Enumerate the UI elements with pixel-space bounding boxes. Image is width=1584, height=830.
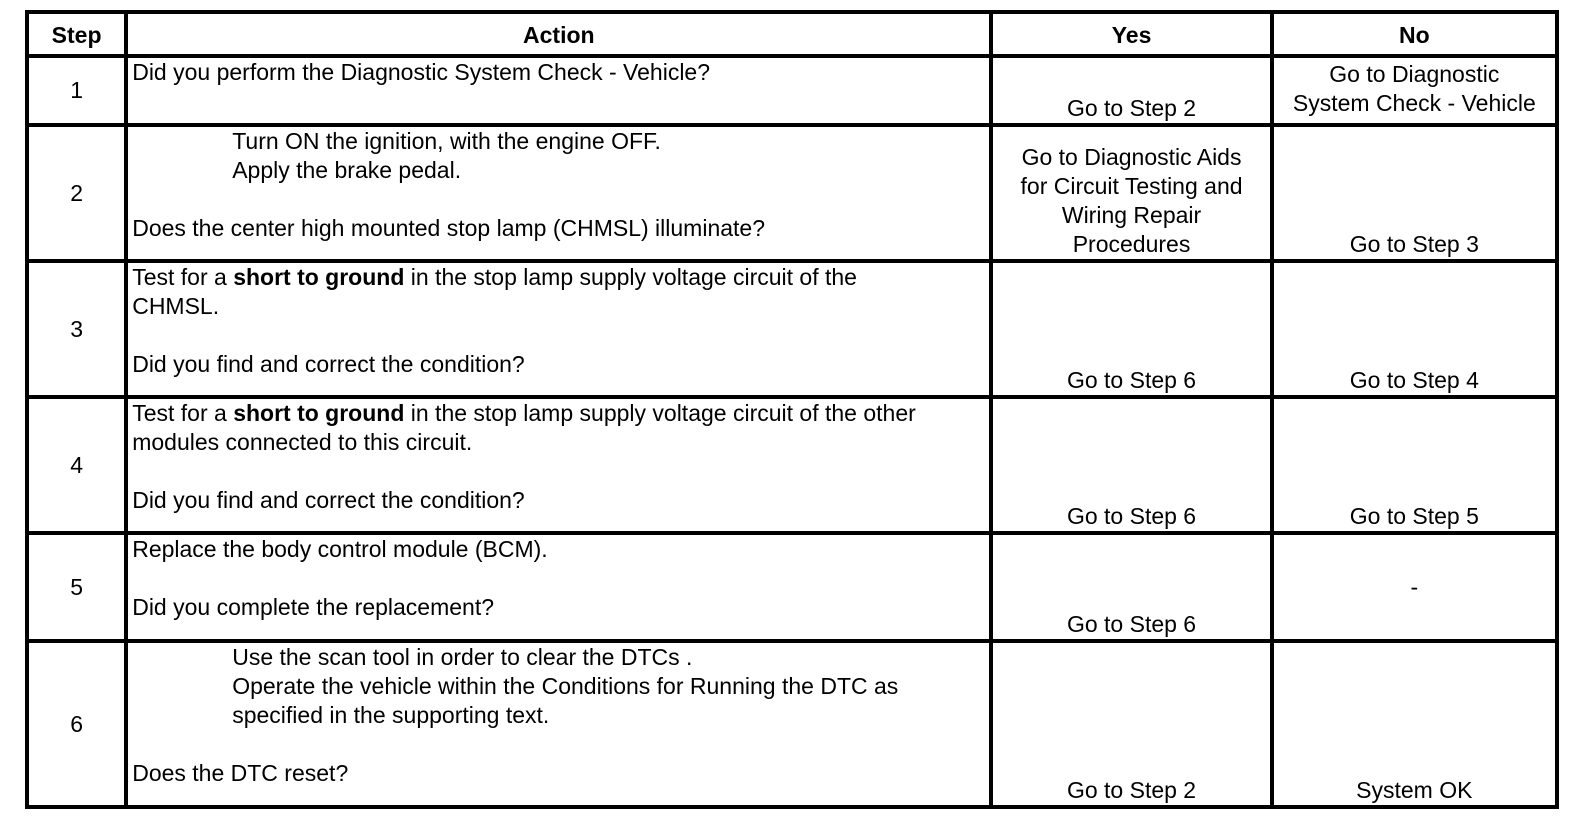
yes-cell	[991, 56, 1271, 125]
no-text-line: System Check - Vehicle	[1292, 90, 1536, 116]
no-text: -	[1410, 573, 1419, 600]
yes-text-line: Go to Diagnostic Aids	[1021, 144, 1242, 170]
header-yes: Yes	[991, 12, 1271, 56]
action-instruction: CHMSL.	[132, 293, 220, 319]
yes-text: Go to Step 6	[1066, 611, 1197, 637]
yes-text-line: Wiring Repair	[1061, 202, 1202, 228]
action-instruction: Operate the vehicle within the Conditions for Running the DTC as	[232, 673, 899, 699]
step-number: 6	[27, 641, 126, 807]
action-cell	[126, 641, 991, 807]
yes-text-line: Procedures	[1072, 231, 1191, 257]
table-row	[27, 125, 1557, 261]
action-question: Did you find and correct the condition?	[132, 487, 525, 513]
yes-text-line: for Circuit Testing and	[1020, 173, 1243, 199]
yes-cell	[991, 533, 1271, 641]
header-no: No	[1272, 12, 1557, 56]
header-action: Action	[126, 12, 991, 56]
no-text: Go to Step 4	[1349, 367, 1479, 393]
no-cell	[1272, 56, 1557, 125]
action-cell	[126, 125, 991, 261]
yes-cell	[991, 261, 1271, 397]
action-instruction: Test for a short to ground in the stop lamp supply voltage circuit of the	[132, 264, 857, 290]
yes-text: Go to Step 2	[1066, 777, 1197, 803]
action-cell	[126, 56, 991, 125]
yes-text: Go to Step 6	[1066, 503, 1197, 529]
emphasis-text: short to ground	[233, 400, 405, 426]
table-row	[27, 641, 1557, 807]
action-cell	[126, 533, 991, 641]
no-text: Go to Step 3	[1349, 231, 1479, 257]
table-row	[27, 261, 1557, 397]
table-row	[27, 533, 1557, 641]
action-instruction: Replace the body control module (BCM).	[132, 536, 548, 562]
action-instruction: Turn ON the ignition, with the engine OFF.	[232, 128, 661, 154]
action-instruction: Apply the brake pedal.	[232, 157, 462, 183]
action-cell	[126, 397, 991, 533]
step-number: 5	[27, 533, 126, 641]
action-instruction: modules connected to this circuit.	[132, 429, 473, 455]
no-cell	[1272, 261, 1557, 397]
no-cell	[1272, 641, 1557, 807]
no-text: Go to Step 5	[1349, 503, 1479, 529]
step-number: 1	[27, 56, 126, 125]
action-question: Did you find and correct the condition?	[132, 351, 525, 377]
yes-text: Go to Step 6	[1066, 367, 1197, 393]
action-question: Does the center high mounted stop lamp (CHMSL) illuminate?	[132, 215, 766, 241]
action-instruction: Use the scan tool in order to clear the DTCs .	[232, 644, 693, 670]
no-cell	[1272, 533, 1557, 641]
action-cell	[126, 261, 991, 397]
emphasis-text: short to ground	[233, 264, 405, 290]
no-cell	[1272, 397, 1557, 533]
diagnostic-table	[25, 10, 1559, 809]
yes-cell	[991, 125, 1271, 261]
step-number: 2	[27, 125, 126, 261]
header-row	[27, 12, 1557, 56]
no-cell	[1272, 125, 1557, 261]
yes-text: Go to Step 2	[1066, 95, 1197, 121]
step-number: 3	[27, 261, 126, 397]
table-row	[27, 56, 1557, 125]
step-number: 4	[27, 397, 126, 533]
action-question: Did you complete the replacement?	[132, 594, 495, 620]
action-instruction: Test for a short to ground in the stop lamp supply voltage circuit of the other	[132, 400, 916, 426]
header-step: Step	[27, 12, 126, 56]
table-row	[27, 397, 1557, 533]
action-question: Did you perform the Diagnostic System Check - Vehicle?	[132, 59, 711, 85]
action-instruction: specified in the supporting text.	[232, 702, 550, 728]
yes-cell	[991, 397, 1271, 533]
action-question: Does the DTC reset?	[132, 760, 349, 786]
yes-cell	[991, 641, 1271, 807]
no-text-line: Go to Diagnostic	[1329, 61, 1500, 87]
no-text: System OK	[1356, 777, 1473, 803]
